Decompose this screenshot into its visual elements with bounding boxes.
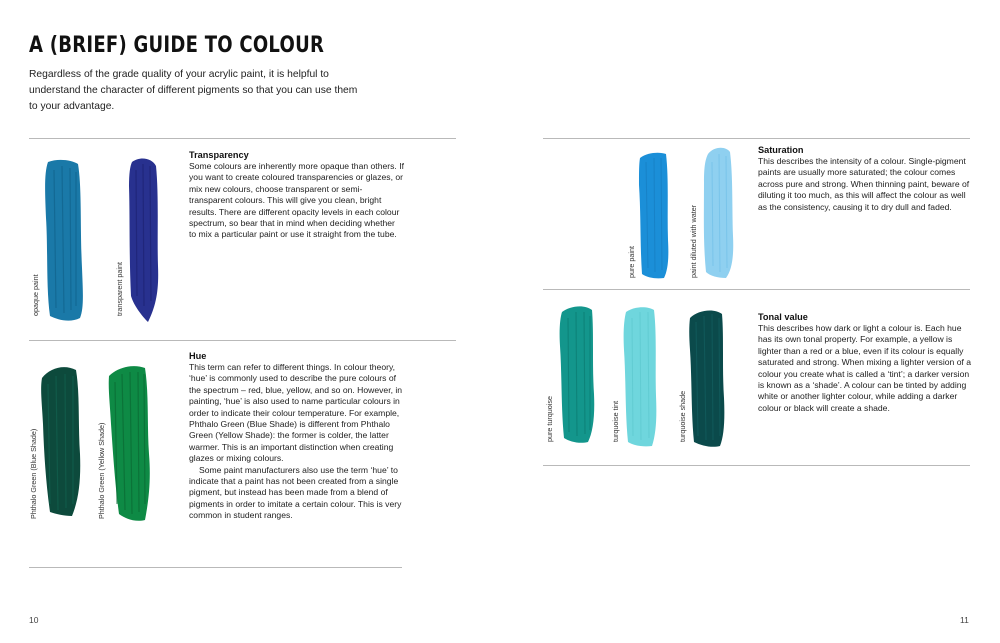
- divider: [543, 465, 970, 466]
- turquoise-shade-label: turquoise shade: [678, 390, 687, 442]
- transparent-paint-label: transparent paint: [115, 262, 124, 316]
- turquoise-tint-label: turquoise tint: [611, 400, 620, 442]
- divider: [29, 567, 402, 568]
- turquoise-shade-swatch: [686, 308, 726, 448]
- hue-heading: Hue: [189, 351, 207, 361]
- pure-turquoise-swatch: [556, 304, 598, 444]
- transparent-paint-swatch: [126, 156, 162, 324]
- divider: [543, 289, 970, 290]
- saturation-heading: Saturation: [758, 145, 804, 155]
- pure-turquoise-label: pure turquoise: [545, 396, 554, 442]
- opaque-paint-label: opaque paint: [31, 274, 40, 316]
- phthalo-green-yellow-shade-label: Phthalo Green (Yellow Shade): [97, 422, 106, 519]
- hue-body: [189, 362, 404, 522]
- diluted-paint-swatch: [700, 146, 736, 280]
- hue-text: [189, 351, 404, 522]
- opaque-paint-swatch: [40, 158, 90, 323]
- swatch-stroke: [41, 367, 80, 516]
- intro-paragraph: Regardless of the grade quality of your acrylic paint, it is helpful to understand the character of different pigments so that you can use them to your advantage.: [29, 69, 358, 112]
- divider: [29, 340, 456, 341]
- divider: [29, 138, 456, 139]
- page-number-left: 10: [29, 615, 39, 625]
- page-number-right: 11: [960, 615, 969, 625]
- swatch-stroke: [704, 148, 733, 278]
- hue-paragraph-2: Some paint manufacturers also use the term ‘hue’ to indicate that a paint has not been created from a single pigment, but instead has been made from a blend of pigments in order to imitate a certain colour. This is very common in student ranges.: [189, 464, 402, 521]
- diluted-paint-label: paint diluted with water: [689, 204, 698, 278]
- phthalo-green-yellow-shade-swatch: [105, 364, 153, 524]
- saturation-text: [758, 145, 972, 213]
- page-title: A (BRIEF) GUIDE TO COLOUR: [29, 33, 325, 58]
- tonal-value-body: This describes how dark or light a colour is. Each hue has its own tonal property. For example, a yellow is lighter than a red or a blue, even if its colour is equally saturated and strong. When mixing a lighter version of a colour you create what is called a ‘tint’; a darker version is known as a ‘shade’. A colour can be tinted by adding white or another lighter colour, while adding a darker colour or black will create a shade.: [758, 323, 972, 413]
- tonal-value-text: [758, 312, 972, 414]
- saturation-body: This describes the intensity of a colour. Single-pigment paints are usually more saturated; the colour comes across pure and strong. When thinning paint, beware of diluting it too much, as this will affect the colour as well as the consistency, causing it to dry dull and faded.: [758, 156, 970, 212]
- transparency-heading: Transparency: [189, 150, 249, 160]
- hue-paragraph-1: This term can refer to different things. In colour theory, ‘hue’ is commonly used to describe the pure colours of the spectrum – red, blue, yellow, and so on. However, in painting, ‘hue’ is also used to name particular colours in order to indicate their colour temperature. For example, Phthalo Green (Blue Shade) is different from Phthalo Green (Yellow Shade): the former is colder, the latter warmer. This is an important distinction when creating glazes or mixing colours.: [189, 362, 403, 464]
- phthalo-green-blue-shade-label: Phthalo Green (Blue Shade): [29, 428, 38, 519]
- pure-paint-label: pure paint: [627, 246, 636, 278]
- turquoise-tint-swatch: [620, 306, 660, 448]
- phthalo-green-blue-shade-swatch: [38, 364, 84, 519]
- divider: [543, 138, 970, 139]
- transparency-text: [189, 150, 404, 241]
- tonal-value-heading: Tonal value: [758, 312, 808, 322]
- transparency-body: Some colours are inherently more opaque than others. If you want to create coloured transparencies or glazes, or mix new colours, choose transparent or semi-transparent colours. This will give you clean, bright results. There are different opacity levels in each colour spectrum, so bear that in mind when deciding whether to mix a particular paint or use it straight from the tube.: [189, 161, 404, 240]
- pure-paint-swatch: [636, 150, 672, 280]
